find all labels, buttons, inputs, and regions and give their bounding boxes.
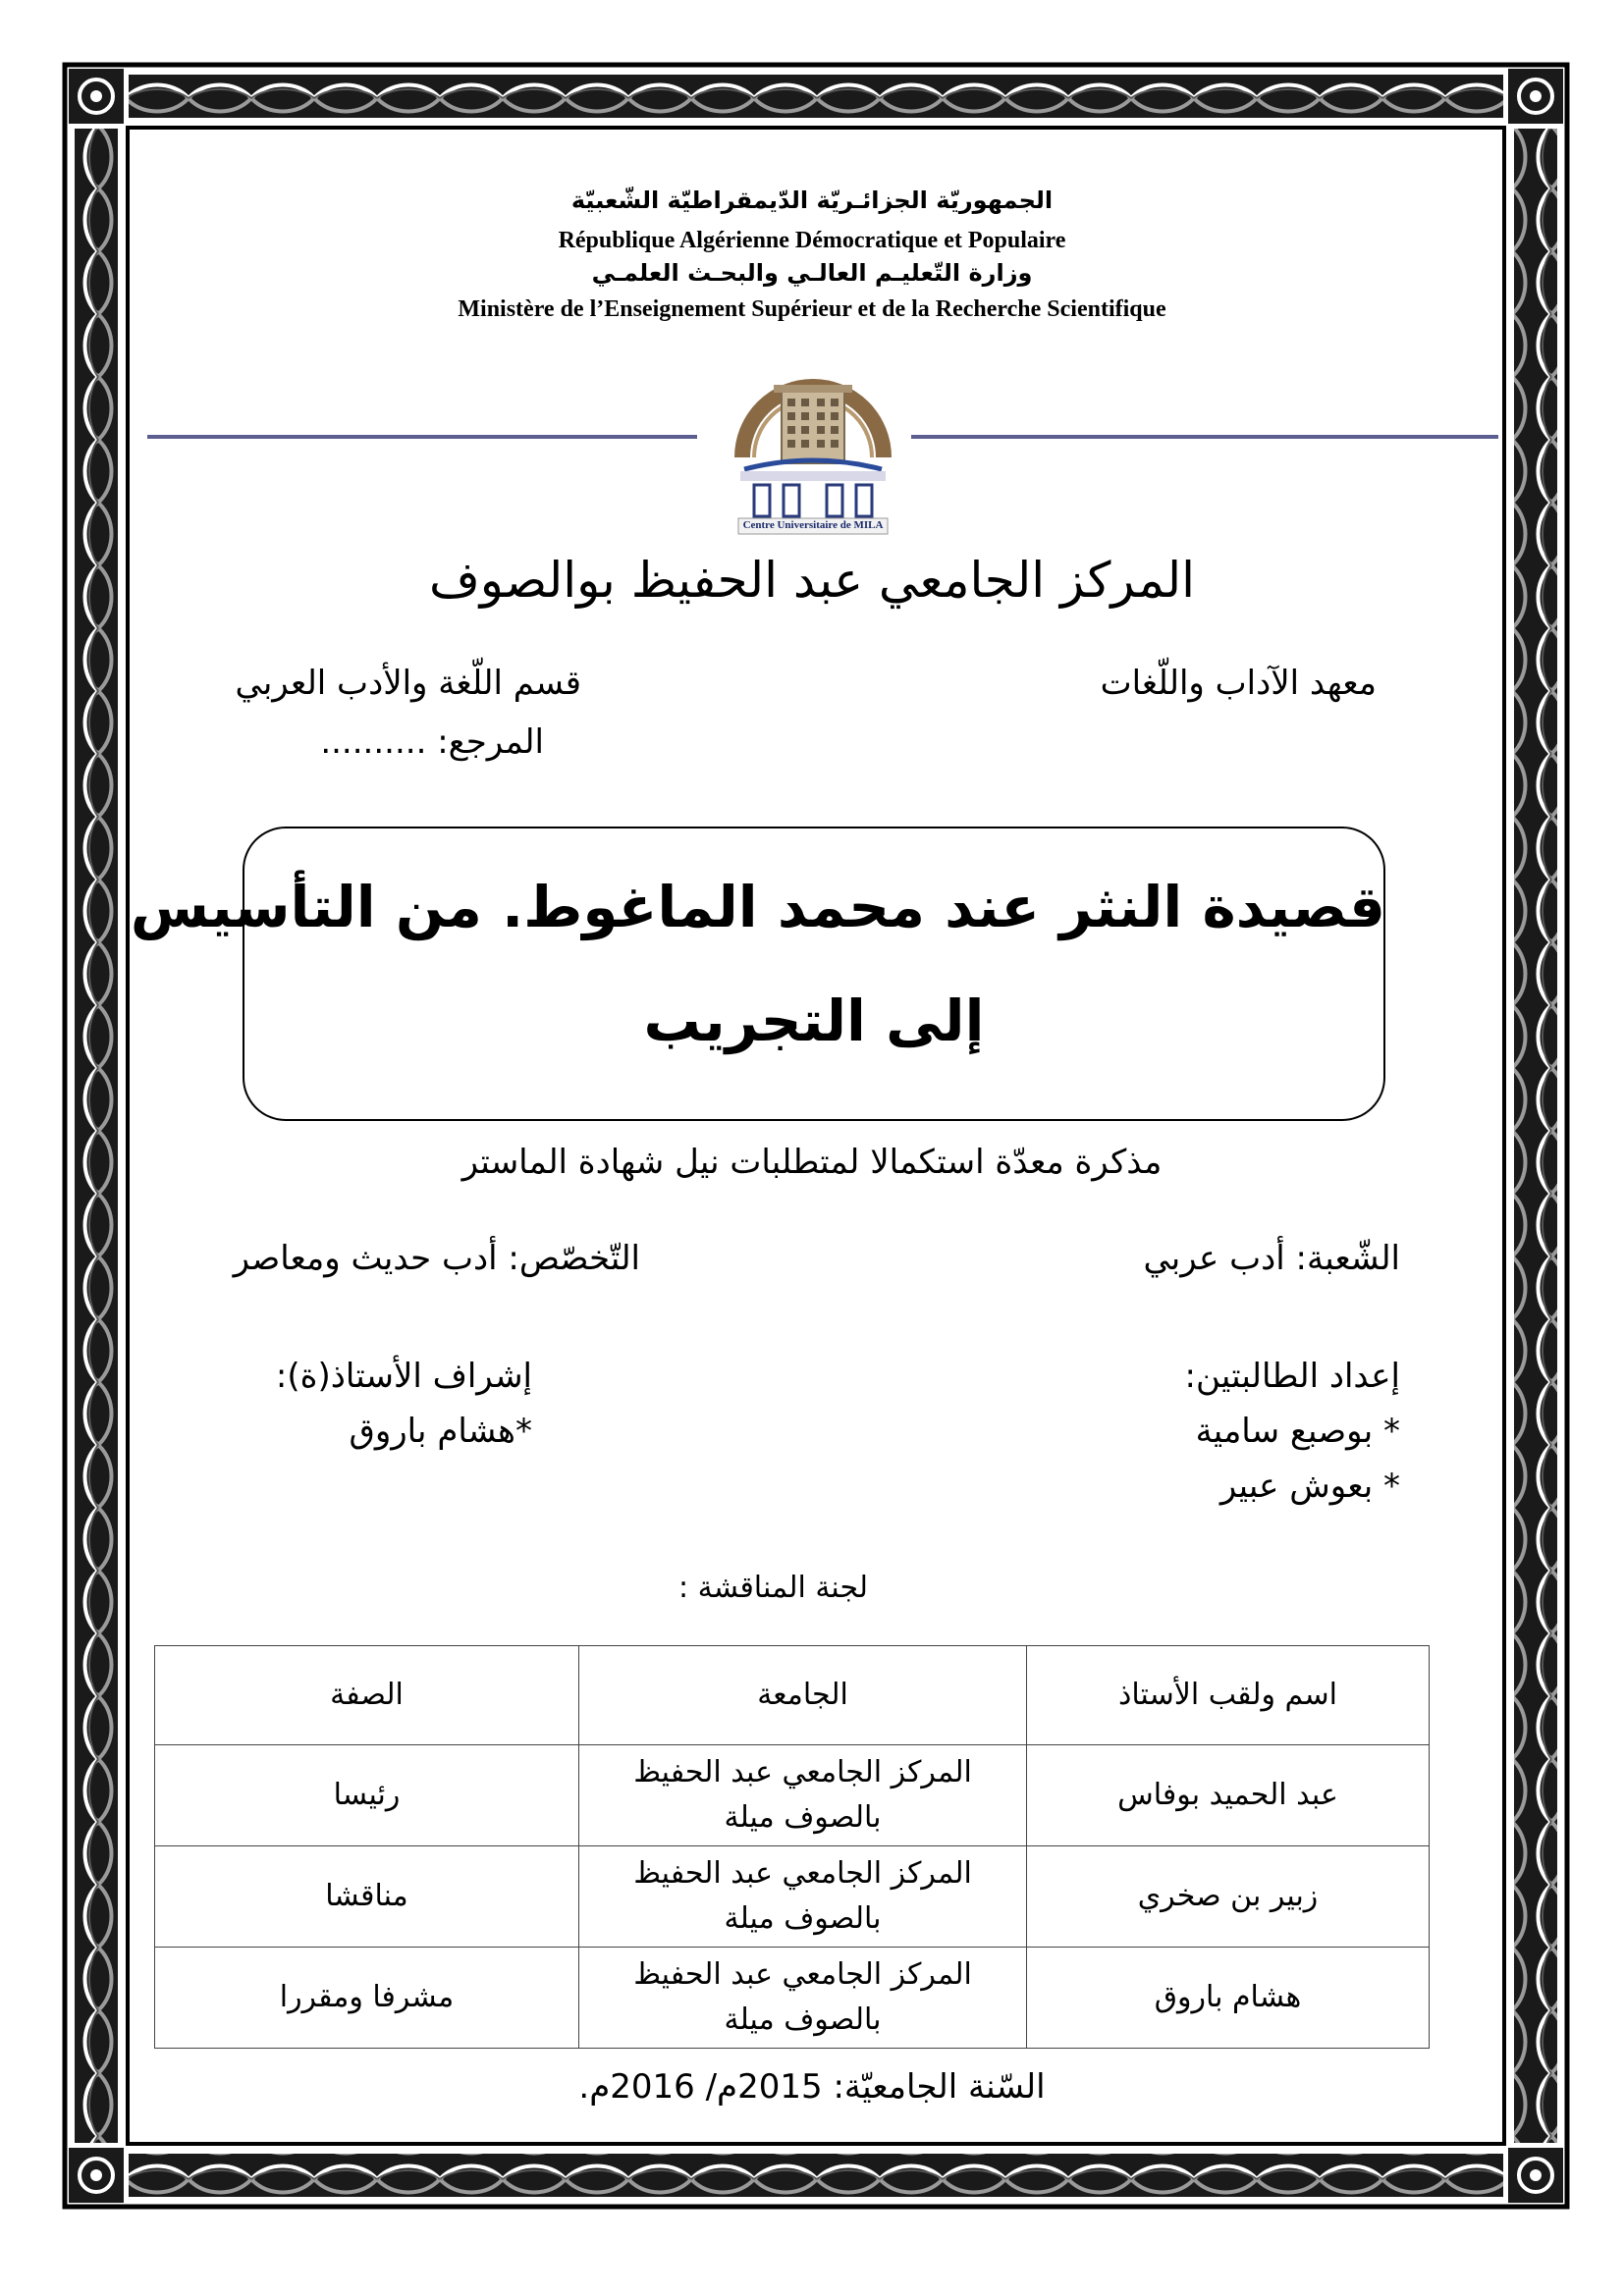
- column-header: الجامعة: [579, 1646, 1027, 1745]
- academic-year: السّنة الجامعيّة: 2015م/ 2016م.: [578, 2067, 1046, 2107]
- table-row: [155, 1948, 1430, 2049]
- supervisor-name: *هشام باروق: [349, 1412, 532, 1451]
- students-label: إعداد الطالبتين:: [1184, 1357, 1400, 1396]
- member-role: مناقشا: [155, 1846, 579, 1948]
- table-row: [155, 1846, 1430, 1948]
- member-university: المركز الجامعي عبد الحفيظ بالصوف ميلة: [579, 1948, 1027, 2049]
- corner-ornament-icon: [69, 69, 124, 124]
- ministry-name-arabic: وزارة التّعليـم العالـي والبحـث العلمـي: [591, 259, 1033, 287]
- logo-caption: Centre Universitaire de MILA: [742, 519, 884, 531]
- header-divider-left: [147, 435, 697, 439]
- member-role: مشرفا ومقررا: [155, 1948, 579, 2049]
- thesis-subtitle: مذكرة معدّة استكمالا لمتطلبات نيل شهادة الماستر: [461, 1143, 1163, 1182]
- university-name: المركز الجامعي عبد الحفيظ بوالصوف: [428, 552, 1196, 609]
- member-university: المركز الجامعي عبد الحفيظ بالصوف ميلة: [579, 1745, 1027, 1846]
- member-university: المركز الجامعي عبد الحفيظ بالصوف ميلة: [579, 1846, 1027, 1948]
- column-header: الصفة: [155, 1646, 579, 1745]
- university-logo: [725, 349, 901, 536]
- committee-title: لجنة المناقشة :: [677, 1571, 868, 1605]
- department-name: قسم اللّغة والأدب العربي: [235, 664, 581, 703]
- university-building-icon: [725, 349, 901, 536]
- member-name: هشام باروق: [1027, 1948, 1430, 2049]
- column-header: اسم ولقب الأستاذ: [1027, 1646, 1430, 1745]
- corner-ornament-icon: [1508, 2148, 1563, 2203]
- committee-table: [154, 1645, 1430, 2049]
- branch-field: الشّعبة: أدب عربي: [1143, 1239, 1400, 1278]
- thesis-title-line-2: إلى التجريب: [643, 988, 985, 1054]
- thesis-title-box: [130, 827, 1385, 1121]
- member-role: رئيسا: [155, 1745, 579, 1846]
- supervisor-label: إشراف الأستاذ(ة):: [275, 1357, 532, 1396]
- table-header-row: [155, 1646, 1430, 1745]
- member-name: عبد الحميد بوفاس: [1027, 1745, 1430, 1846]
- corner-ornament-icon: [1508, 69, 1563, 124]
- corner-ornament-icon: [69, 2148, 124, 2203]
- table-row: [155, 1745, 1430, 1846]
- republic-name-french: République Algérienne Démocratique et Populaire: [558, 228, 1066, 253]
- thesis-title-line-1: قصيدة النثر عند محمد الماغوط. من التأسيس: [130, 874, 1385, 940]
- member-name: زبير بن صخري: [1027, 1846, 1430, 1948]
- reference-number: المرجع: ..........: [320, 722, 544, 762]
- student-name: * بوصبع سامية: [1195, 1412, 1400, 1451]
- header-divider-right: [911, 435, 1498, 439]
- republic-name-arabic: الجمهوريّة الجزائـريّة الدّيمقراطيّة الشّعبيّة: [570, 187, 1054, 214]
- student-name: * بعوش عبير: [1219, 1467, 1400, 1506]
- ministry-name-french: Ministère de l’Enseignement Supérieur et de la Recherche Scientifique: [458, 296, 1166, 322]
- institute-name: معهد الآداب واللّغات: [1100, 664, 1377, 703]
- specialty-field: التّخصّص: أدب حديث ومعاصر: [233, 1239, 640, 1278]
